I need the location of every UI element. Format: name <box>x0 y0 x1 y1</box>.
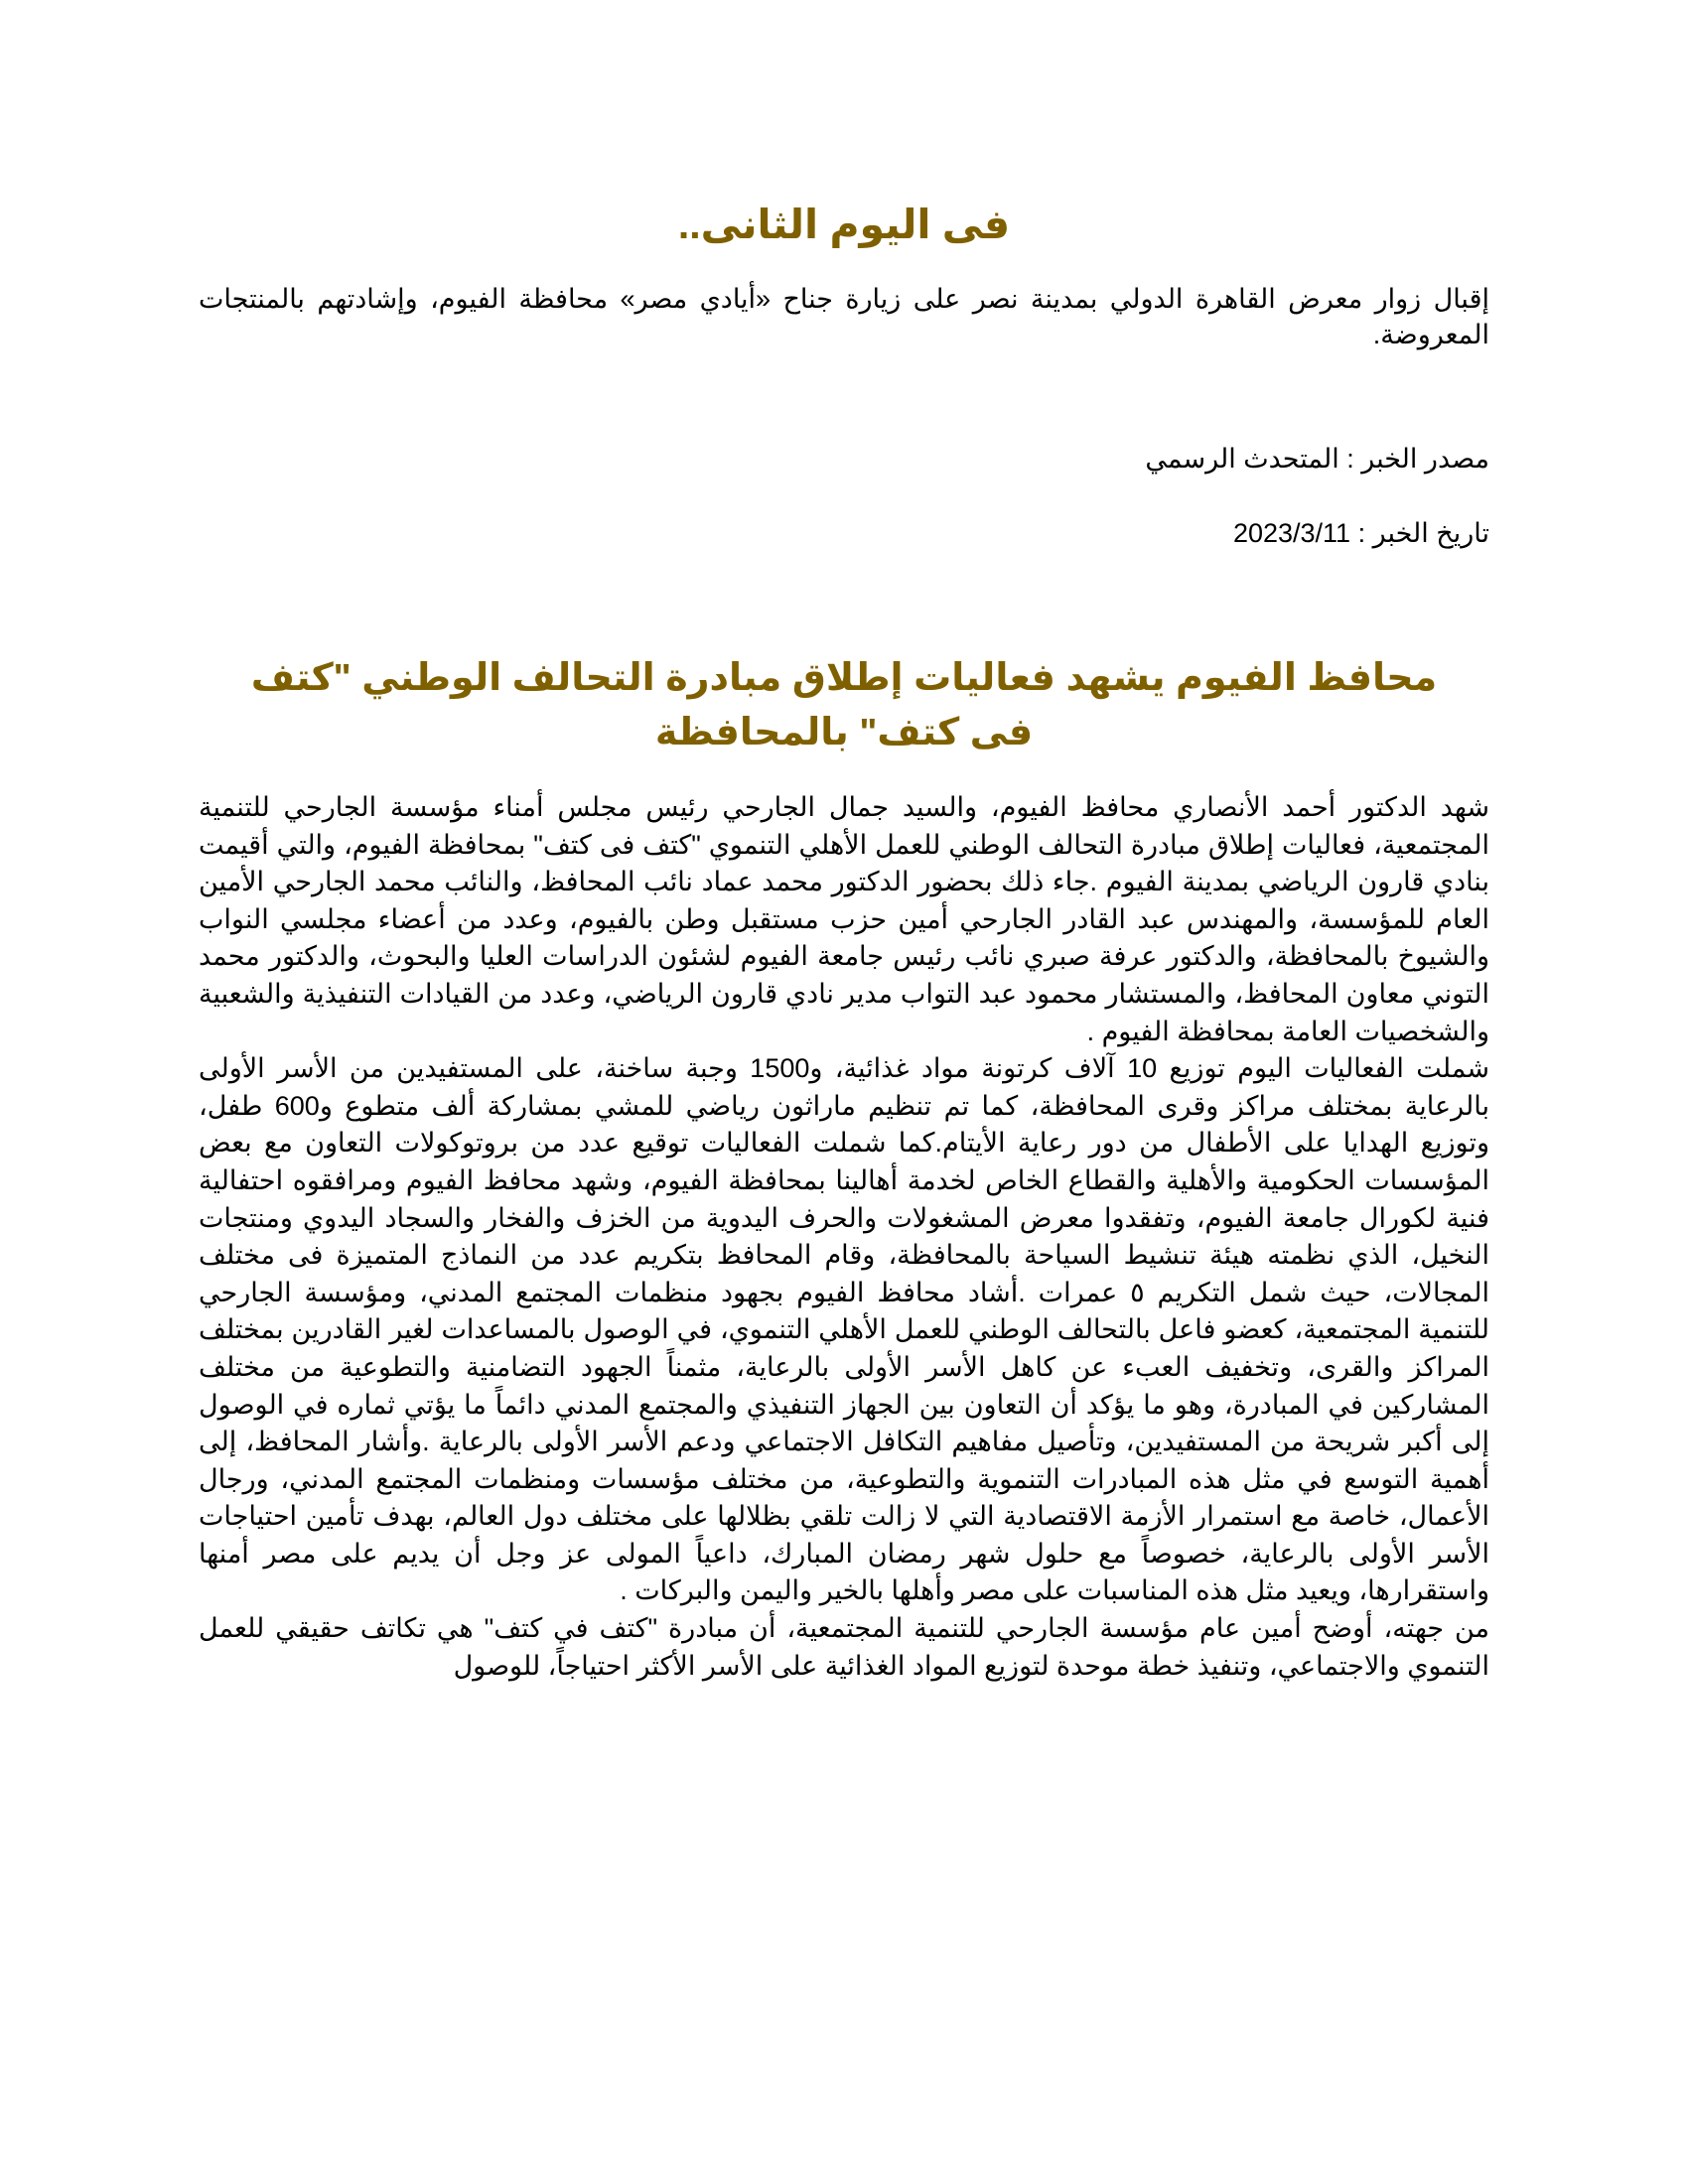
body-paragraph: شهد الدكتور أحمد الأنصاري محافظ الفيوم، والسيد جمال الجارحي رئيس مجلس أمناء مؤسسة الجارحي للتنمية المجتمعية، فعاليات إطلاق مبادرة التحالف الوطني للعمل الأهلي التنموي "كتف فى كتف" بمحافظة الفيوم، والتي أقيمت بنادي قارون الرياضي بمدينة الفيوم .جاء ذلك بحضور الدكتور محمد عماد نائب المحافظ، والنائب محمد الجارحي الأمين العام للمؤسسة، والمهندس عبد القادر الجارحي أمين حزب مستقبل وطن بالفيوم، وعدد من أعضاء مجلسي النواب والشيوخ بالمحافظة، والدكتور عرفة صبري نائب رئيس جامعة الفيوم لشئون الدراسات العليا والبحوث، والدكتور محمد التوني معاون المحافظ، والمستشار محمود عبد التواب مدير نادي قارون الرياضي، وعدد من القيادات التنفيذية والشعبية والشخصيات العامة بمحافظة الفيوم . <box>199 792 1489 1046</box>
article-body <box>199 789 1489 1685</box>
body-paragraph: شملت الفعاليات اليوم توزيع 10 آلاف كرتونة مواد غذائية، و1500 وجبة ساخنة، على المستفيدين من الأسر الأولى بالرعاية بمختلف مراكز وقرى المحافظة، كما تم تنظيم ماراثون رياضي للمشي بمشاركة ألف متطوع و600 طفل، وتوزيع الهدايا على الأطفال من دور رعاية الأيتام.كما شملت الفعاليات توقيع عدد من بروتوكولات التعاون مع بعض المؤسسات الحكومية والأهلية والقطاع الخاص لخدمة أهالينا بمحافظة الفيوم، وشهد محافظ الفيوم ومرافقوه احتفالية فنية لكورال جامعة الفيوم، وتفقدوا معرض المشغولات والحرف اليدوية من الخزف والفخار والسجاد اليدوي ومنتجات النخيل، الذي نظمته هيئة تنشيط السياحة بالمحافظة، وقام المحافظ بتكريم عدد من النماذج المتميزة فى مختلف المجالات، حيث شمل التكريم ٥ عمرات .أشاد محافظ الفيوم بجهود منظمات المجتمع المدني، ومؤسسة الجارحي للتنمية المجتمعية، كعضو فاعل بالتحالف الوطني للعمل الأهلي التنموي، في الوصول بالمساعدات لغير القادرين بمختلف المراكز والقرى، وتخفيف العبء عن كاهل الأسر الأولى بالرعاية، مثمناً الجهود التضامنية والتطوعية من مختلف المشاركين في المبادرة، وهو ما يؤكد أن التعاون بين الجهاز التنفيذي والمجتمع المدني دائماً ما يؤتي ثماره في الوصول إلى أكبر شريحة من المستفيدين، وتأصيل مفاهيم التكافل الاجتماعي ودعم الأسر الأولى بالرعاية .وأشار المحافظ، إلى أهمية التوسع في مثل هذه المبادرات التنموية والتطوعية، من مختلف مؤسسات ومنظمات المجتمع المدني، ورجال الأعمال، خاصة مع استمرار الأزمة الاقتصادية التي لا زالت تلقي بظلالها على مختلف دول العالم، بهدف تأمين احتياجات الأسر الأولى بالرعاية، خصوصاً مع حلول شهر رمضان المبارك، داعياً المولى عز وجل أن يديم على مصر أمنها واستقرارها، ويعيد مثل هذه المناسبات على مصر وأهلها بالخير واليمن والبركات . <box>199 1053 1489 1606</box>
article-headline: محافظ الفيوم يشهد فعاليات إطلاق مبادرة التحالف الوطني "كتف فى كتف" بالمحافظة <box>250 657 1438 753</box>
news-date-line: تاريخ الخبر : 2023/3/11 <box>1232 518 1489 548</box>
body-paragraph: من جهته، أوضح أمين عام مؤسسة الجارحي للتنمية المجتمعية، أن مبادرة "كتف في كتف" هي تكاتف حقيقي للعمل التنموي والاجتماعي، وتنفيذ خطة موحدة لتوزيع المواد الغذائية على الأسر الأكثر احتياجاً، للوصول <box>199 1613 1489 1681</box>
news-source-line: مصدر الخبر : المتحدث الرسمي <box>1145 444 1489 474</box>
headline-day-two: فى اليوم الثانى.. <box>677 202 1011 247</box>
lede-paragraph: إقبال زوار معرض القاهرة الدولي بمدينة نصر على زيارة جناح «أيادي مصر» محافظة الفيوم، وإشادتهم بالمنتجات المعروضة. <box>199 284 1489 349</box>
